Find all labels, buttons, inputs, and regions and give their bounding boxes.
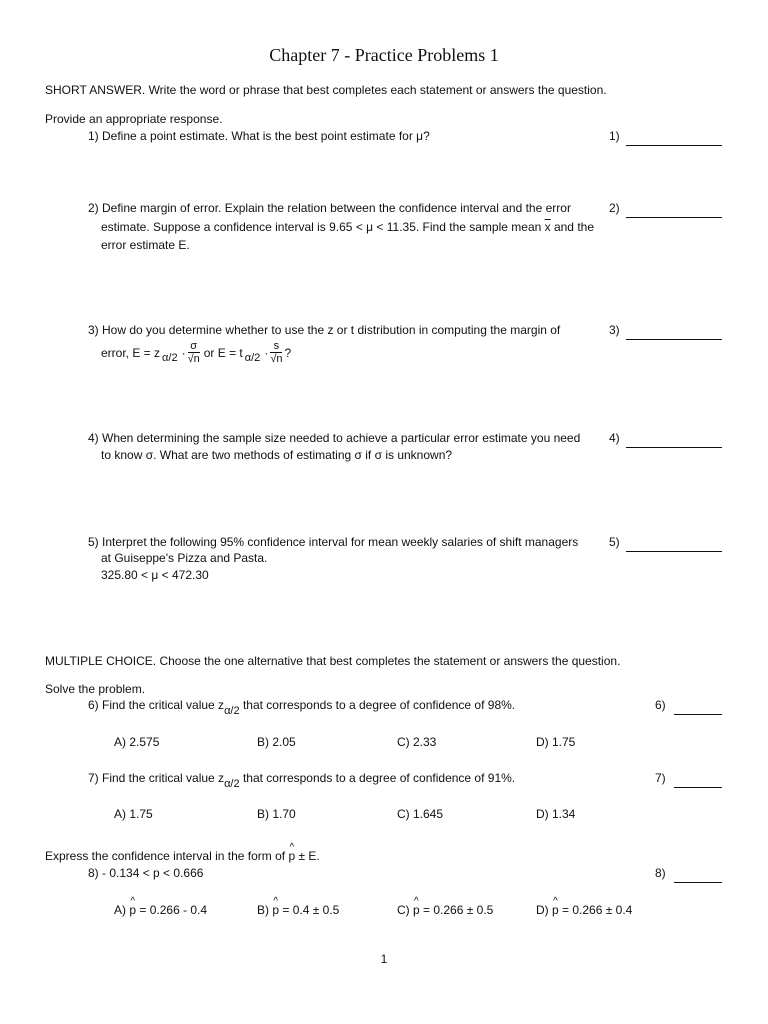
q6-option-b[interactable]: B) 2.05 [257,735,296,749]
answer-line-6[interactable] [674,714,722,715]
solve-instruction: Solve the problem. [45,682,146,696]
q6-option-d[interactable]: D) 1.75 [536,735,576,749]
s-over-root-n: $\frac{s}{√n}$ [270,340,283,365]
question-6-number: 6) [655,698,666,712]
q8-option-a[interactable]: A) ^ p = 0.266 - 0.4 [114,903,207,918]
question-4-line-1: 4) When determining the sample size needed to achieve a particular error estimate you need [88,431,581,445]
page-number: 1 [380,952,388,966]
answer-line-8[interactable] [674,882,722,883]
question-1-text: 1) Define a point estimate. What is the best point estimate for μ? [88,129,430,143]
q8-option-b[interactable]: B) ^ p = 0.4 ± 0.5 [257,903,339,918]
question-1-number: 1) [609,129,620,143]
short-answer-instruction: Provide an appropriate response. [45,112,223,126]
question-6-text: 6) Find the critical value zα/2 that corresponds to a degree of confidence of 98%. [88,698,516,717]
question-4-number: 4) [609,431,620,445]
confidence-interval-instruction: Express the confidence interval in the form of ^ p ± E. [45,849,320,864]
question-2-line-1: 2) Define margin of error. Explain the relation between the confidence interval and the error [88,201,571,215]
q7-option-a[interactable]: A) 1.75 [114,807,153,821]
question-5-line-3: 325.80 < μ < 472.30 [101,568,209,582]
answer-line-7[interactable] [674,787,722,788]
q6-option-c[interactable]: C) 2.33 [397,735,437,749]
q6-option-a[interactable]: A) 2.575 [114,735,160,749]
alpha-subscript: α/2 [244,351,261,364]
question-4-line-2: to know σ. What are two methods of estimating σ if σ is unknown? [101,448,453,462]
question-8-number: 8) [655,866,666,880]
question-3-number: 3) [609,323,620,337]
question-8-text: 8) - 0.134 < p < 0.666 [88,866,204,880]
page-title: Chapter 7 - Practice Problems 1 [269,45,499,65]
question-7-text: 7) Find the critical value zα/2 that corresponds to a degree of confidence of 91%. [88,771,516,790]
question-3-line-1: 3) How do you determine whether to use the z or t distribution in computing the margin of [88,323,561,337]
question-7-number: 7) [655,771,666,785]
short-answer-header: SHORT ANSWER. Write the word or phrase that best completes each statement or answers the question. [45,83,607,97]
q7-option-d[interactable]: D) 1.34 [536,807,576,821]
answer-line-5[interactable] [626,551,722,552]
question-5-line-1: 5) Interpret the following 95% confidence interval for mean weekly salaries of shift managers [88,535,579,549]
question-2-line-2: estimate. Suppose a confidence interval is 9.65 < μ < 11.35. Find the sample mean $\overline{x}$ and the [101,220,594,234]
answer-line-1[interactable] [626,145,722,146]
sigma-over-root-n: $\frac{\sigma}{√n}$ [187,340,200,365]
p-hat-symbol: ^ p [288,849,295,864]
q8-option-d[interactable]: D) ^ p = 0.266 ± 0.4 [536,903,632,918]
alpha-subscript: α/2 [162,351,178,364]
question-3-formula: error, E = z α/2 · $\frac{\sigma}{√n}$ or E = t α/2 · $\frac{s}{√n}$ ? [101,340,292,365]
answer-line-4[interactable] [626,447,722,448]
question-5-number: 5) [609,535,620,549]
x-bar-symbol: $\overline{x}$ [544,220,551,234]
multiple-choice-header: MULTIPLE CHOICE. Choose the one alternative that best completes the statement or answers the question. [45,654,621,668]
answer-line-3[interactable] [626,339,722,340]
question-2-line-3: error estimate E. [101,238,190,252]
q8-option-c[interactable]: C) ^ p = 0.266 ± 0.5 [397,903,493,918]
answer-line-2[interactable] [626,217,722,218]
q7-option-c[interactable]: C) 1.645 [397,807,444,821]
question-5-line-2: at Guiseppe's Pizza and Pasta. [101,551,268,565]
question-2-number: 2) [609,201,620,215]
q7-option-b[interactable]: B) 1.70 [257,807,296,821]
